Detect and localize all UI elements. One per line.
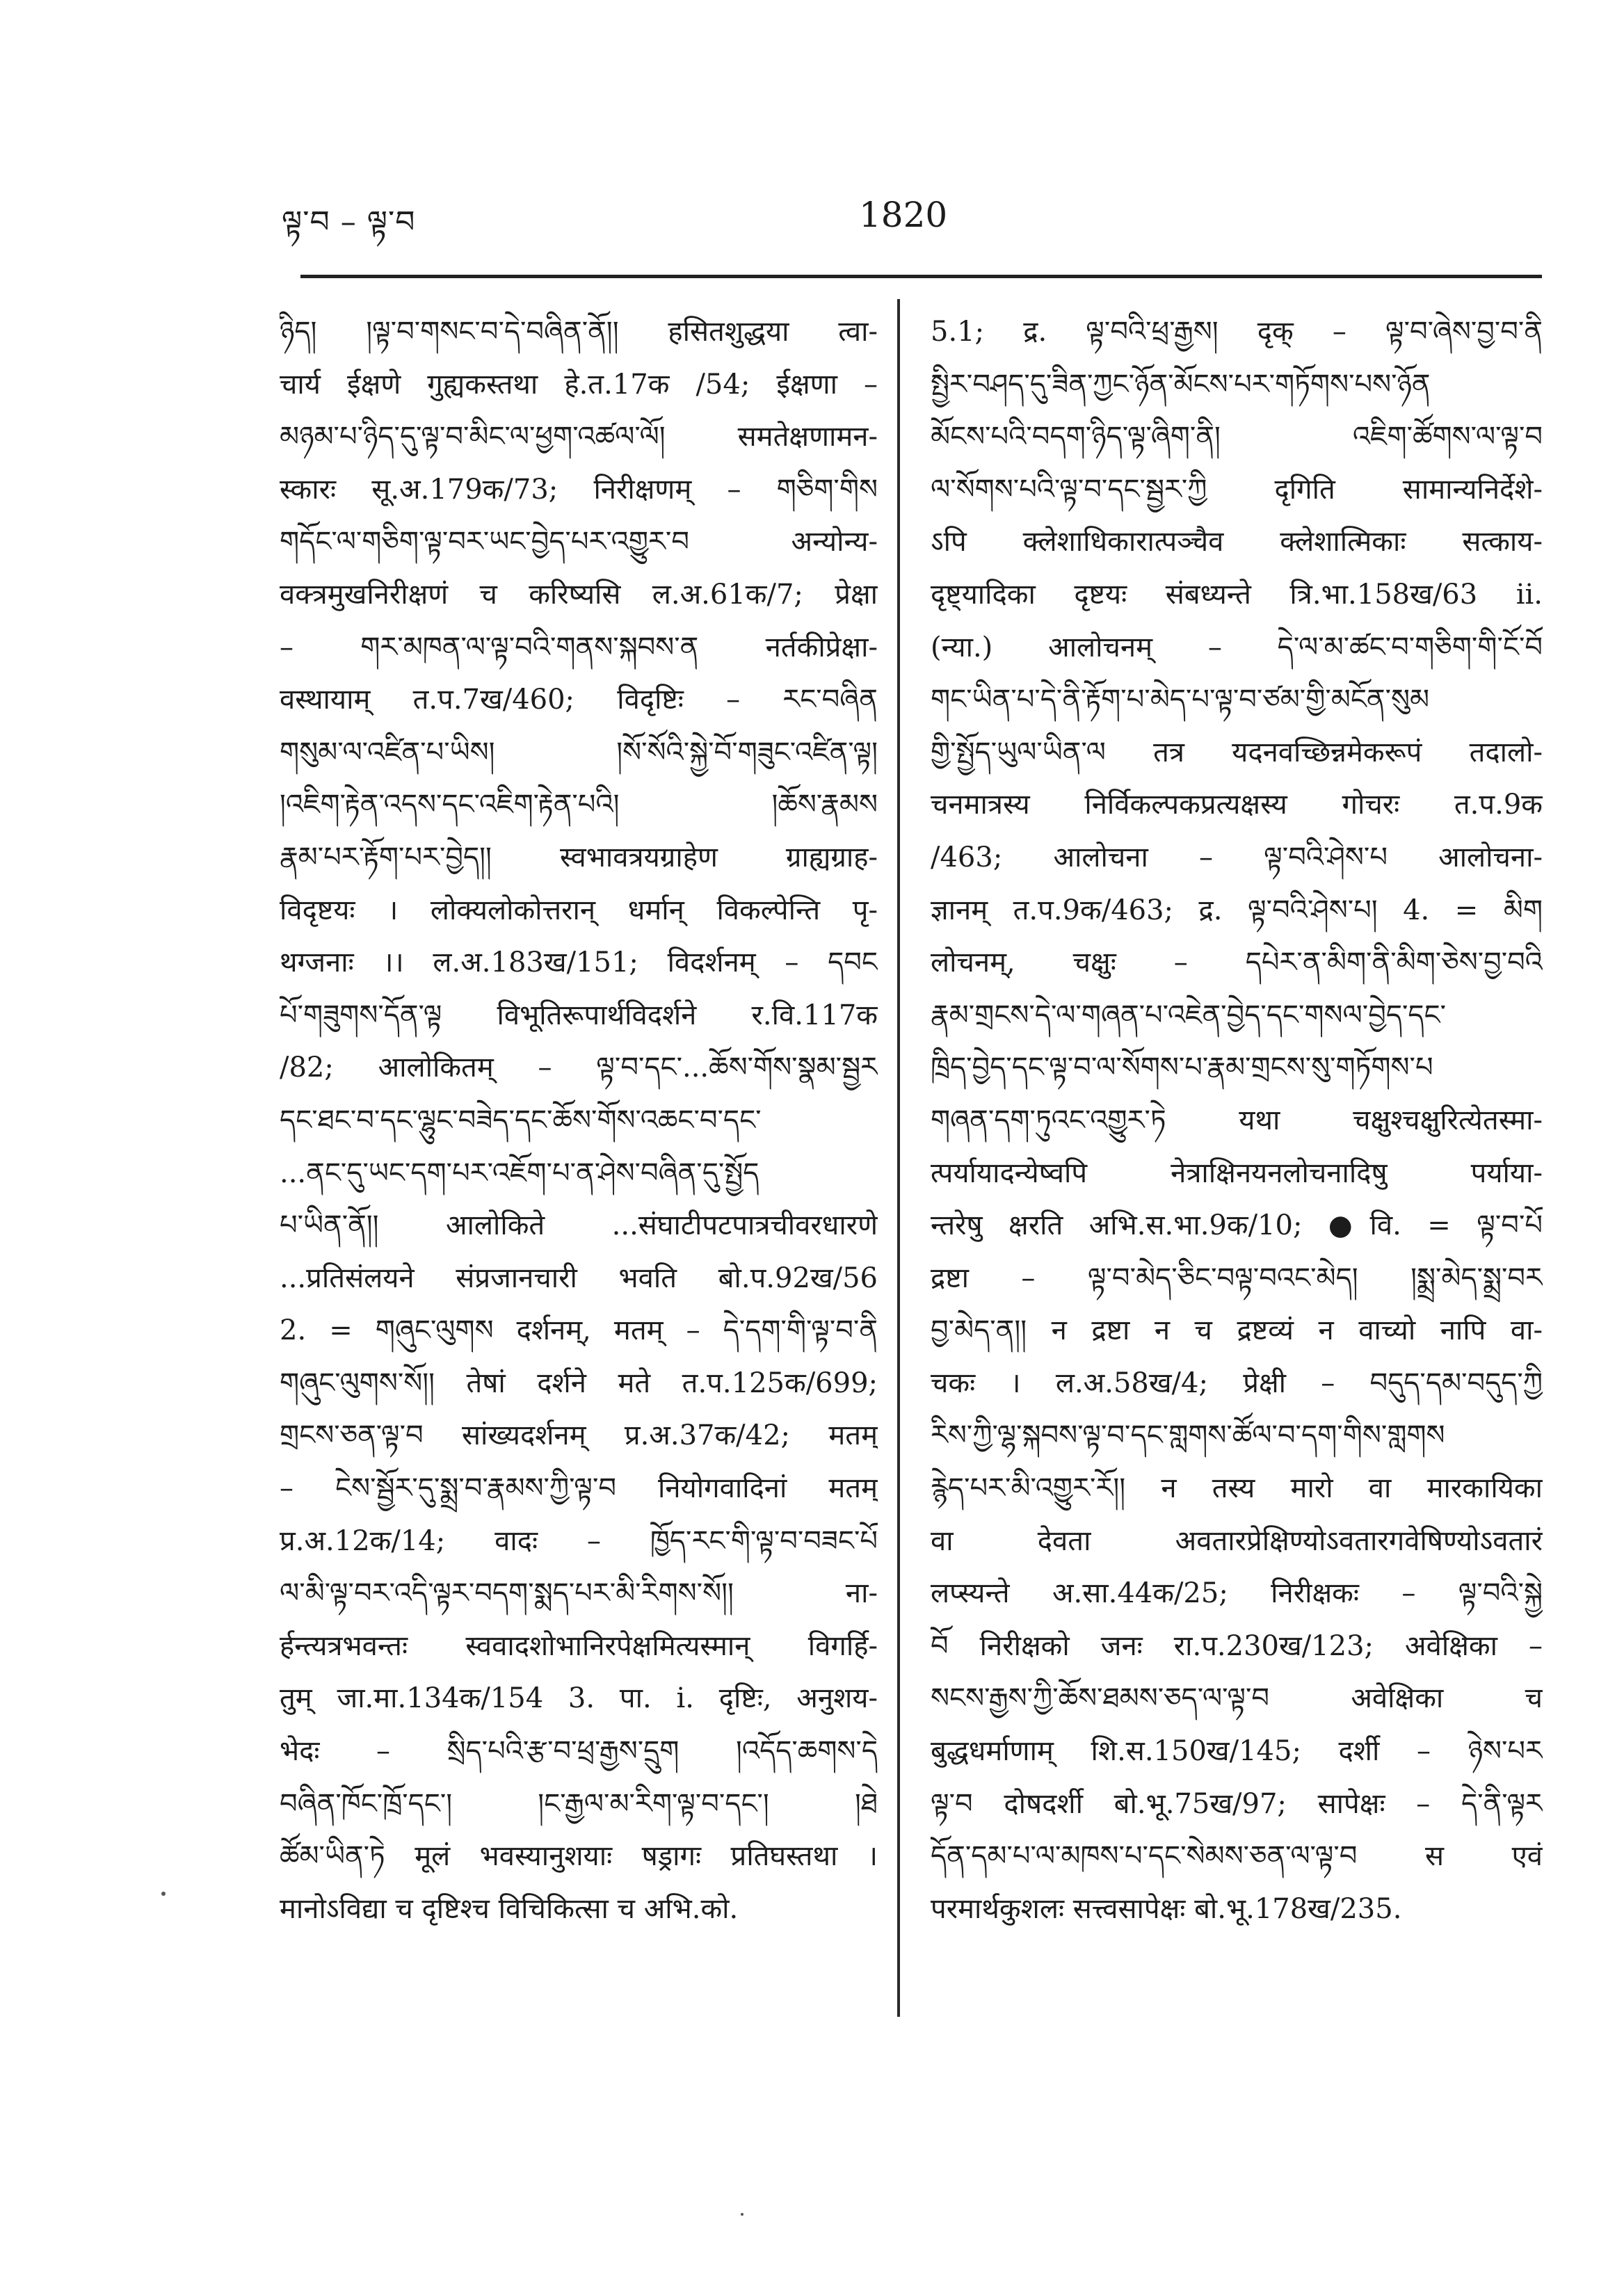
entry-line: མོངས་པའི་བདག་ཉིད་ལྟ་ཞིག་ནི། འཇིག་ཚོགས་ལ་ལྟ་བ [931,421,1543,453]
entry-line: གྲངས་ཅན་ལྟ་བ सांख्यदर्शनम् प्र.अ.37क/42; मतम् [280,1419,878,1452]
entry-line: ལ་མི་ལྟ་བར་འདི་ལྟར་བདག་སྨད་པར་མི་རིགས་སོ།། ना- [280,1577,878,1610]
entry-line: (न्या.) आलोचनम् – དེ་ལ་མ་ཚང་བ་གཅིག་གི་ངོ་བོ [931,631,1543,663]
entry-line: གཞན་དག་ཏུའང་འགྱུར་ཏེ यथा चक्षुश्चक्षुरित्येतस्मा- [931,1104,1543,1136]
entry-line: 5.1; द्र. ལྟ་བའི་ཕྲ་རྒྱས། दृक् – ལྟ་བ་ཞེས་བྱ་བ་ནི [931,316,1543,348]
entry-line: चार्य ईक्षणे गुह्यकस्तथा हे.त.17क /54; ईक्षणा – [280,368,878,401]
entry-line: ...प्रतिसंलयने संप्रजानचारी भवति बो.प.92ख/56 [280,1262,878,1294]
entry-line: थग्जनाः ।। ल.अ.183ख/151; विदर्शनम् – དབང [280,947,878,979]
entry-line: बुद्धधर्माणाम् शि.स.150ख/145; दर्शी – ཉེས་པར [931,1735,1543,1768]
entry-line: བྱ་མེད་ན།། न द्रष्टा न च द्रष्टव्यं न वाच्यो नापि वा- [931,1314,1543,1347]
page-number: 1820 [859,195,948,235]
entry-line: प्र.अ.12क/14; वादः – ཁྱོད་རང་གི་ལྟ་བ་བཟང་པོ [280,1524,878,1557]
entry-line: दृष्ट्यादिका दृष्टयः संबध्यन्ते त्रि.भा.158ख/63 ii. [931,578,1543,611]
entry-line: རྙེད་པར་མི་འགྱུར་རོ།། न तस्य मारो वा मारकायिका [931,1472,1543,1505]
entry-line: མཉམ་པ་ཉིད་དུ་ལྟ་བ་མིང་ལ་ཕྱག་འཚལ་ལོ། समतेक्षणामन- [280,421,878,453]
left-column [280,306,878,1935]
entry-line: न्तरेषु क्षरति अभि.स.भा.9क/10; ●वि. = ལྟ་བ་པོ [931,1209,1543,1242]
entry-line: द्रष्टा – ལྟ་བ་མེད་ཅིང་བལྟ་བའང་མེད། །སྨྲ་མེད་སྨྲ་བར [931,1262,1543,1294]
column-divider [897,299,900,2017]
entry-line: तुम् जा.मा.134क/154 3. पा. i. दृष्टिः, अनुशय- [280,1682,878,1715]
entry-line: པ་ཡིན་ནོ།། आलोकिते ...संघाटीपटपात्रचीवरधारणे [280,1209,878,1242]
entry-line: त्पर्यायादन्येष्वपि नेत्राक्षिनयनलोचनादिषु पर्याया- [931,1157,1543,1189]
entry-line: ...ནང་དུ་ཡང་དག་པར་འཇོག་པ་ན་ཤེས་བཞིན་དུ་སྤྱོད [280,1157,759,1189]
scan-speck [741,2213,743,2216]
entry-line: དོན་དམ་པ་ལ་མཁས་པ་དང་སེམས་ཅན་ལ་ལྟ་བ स एवं [931,1840,1543,1873]
entry-line: གཞུང་ལུགས་སོ།། तेषां दर्शने मते त.प.125क/699; [280,1367,878,1399]
entry-line: སྤྱིར་བཤད་དུ་ཟིན་ཀྱང་ཉོན་མོངས་པར་གཏོགས་པས་ཉོན [931,368,1431,401]
entry-line: པོ་གཟུགས་དོན་ལྟ विभूतिरूपार्थविदर्शने र.वि.117क [280,999,878,1031]
entry-line: རྣམ་པར་རྟོག་པར་བྱེད།། स्वभावत्रयग्राहेण ग्राह्यग्राह- [280,841,878,873]
entry-line: རིས་ཀྱི་ལྷ་སྐབས་ལྟ་བ་དང་གླགས་ཚོལ་བ་དག་གིས་གླགས [931,1419,1445,1452]
entry-line: विदृष्टयः । लोक्यलोकोत्तरान् धर्मान् विकल्पेन्ति पृ- [280,894,878,926]
entry-line: वा देवता अवतारप्रेक्षिण्योऽवतारगवेषिण्योऽवतारं [931,1524,1543,1557]
entry-line: भेदः – སྲིད་པའི་རྩ་བ་ཕྲ་རྒྱས་དྲུག །འདོད་ཆགས་དེ [280,1735,878,1768]
entry-line: मानोऽविद्या च दृष्टिश्च विचिकित्सा च अभि.को. [280,1892,739,1925]
running-head: ལྟ་བ – ལྟ་བ [282,204,416,240]
entry-line: ལ་སོགས་པའི་ལྟ་བ་དང་སྦྱར་ཀྱི दृगिति सामान्यनिर्देशे- [931,473,1543,506]
entry-line: སངས་རྒྱས་ཀྱི་ཆོས་ཐམས་ཅད་ལ་ལྟ་བ अवेक्षिका च [931,1682,1543,1715]
entry-line: चकः । ल.अ.58ख/4; प्रेक्षी – བདུད་དམ་བདུད་ཀྱི [931,1367,1543,1399]
entry-line: ཉིད། །ལྟ་བ་གསང་བ་དེ་བཞིན་ནོ།། हसितशुद्धया त्वा- [280,316,878,348]
entry-line: ज्ञानम् त.प.9क/463; द्र. ལྟ་བའི་ཤེས་པ། 4. = མིག [931,894,1543,926]
entry-line: གསུམ་ལ་འཛིན་པ་ཡིས། །སོ་སོའི་སྐྱེ་བོ་གཟུང་འཛིན་ལྟ། [280,736,878,768]
right-column [931,306,1543,1935]
entry-line: བཞིན་ཁོང་ཁྲོ་དང་། །ང་རྒྱལ་མ་རིག་ལྟ་བ་དང་། །ཐེ [280,1787,878,1820]
entry-line: 2. = གཞུང་ལུགས दर्शनम्, मतम् – དེ་དག་གི་ལྟ་བ་ནི [280,1314,878,1347]
entry-line: གང་ཡིན་པ་དེ་ནི་རྟོག་པ་མེད་པ་ལྟ་བ་ཙམ་གྱི་མངོན་སུམ [931,684,1430,716]
entry-line: རྣམ་གྲངས་དེ་ལ་གཞན་པ་འཇེན་བྱེད་དང་གསལ་བྱེད་དང་ [931,999,1447,1031]
header-rule [300,275,1542,278]
entry-line: र्हन्त्यत्रभवन्तः स्ववादशोभानिरपेक्षमित्यस्मान् विगर्हि- [280,1629,878,1662]
entry-line: वस्थायाम् त.प.7ख/460; विदृष्टिः – རང་བཞིན [280,684,878,716]
entry-line: चनमात्रस्य निर्विकल्पकप्रत्यक्षस्य गोचरः त.प.9क [931,789,1543,821]
entry-line: ཁྲིད་བྱེད་དང་ལྟ་བ་ལ་སོགས་པ་རྣམ་གྲངས་སུ་གཏོགས་པ [931,1052,1433,1084]
entry-line: स्कारः सू.अ.179क/73; निरीक्षणम् – གཅིག་གིས [280,473,878,506]
entry-line: ཚོམ་ཡིན་ཏེ मूलं भवस्यानुशयाः षड्रागः प्रतिघस्तथा । [280,1840,878,1873]
entry-line: /463; आलोचना – ལྟ་བའི་ཤེས་པ आलोचना- [931,841,1543,873]
entry-line: लोचनम्, चक्षुः – དཔེར་ན་མིག་ནི་མིག་ཅེས་བྱ་བའི [931,947,1543,979]
entry-line: །འཇིག་རྟེན་འདས་དང་འཇིག་རྟེན་པའི། །ཆོས་རྣམས [280,789,878,821]
entry-line: དང་ཐང་བ་དང་ལྷུང་བཟེད་དང་ཆོས་གོས་འཆང་བ་དང་ [280,1104,762,1136]
entry-line: /82; आलोकितम् – ལྟ་བ་དང་...ཆོས་གོས་སྣམ་སྦྱར [280,1052,878,1084]
entry-line: वक्त्रमुखनिरीक्षणं च करिष्यसि ल.अ.61क/7; प्रेक्षा [280,578,878,611]
entry-line: ལྟ་བ दोषदर्शी बो.भू.75ख/97; सापेक्षः – དེ་ནི་ལྟར [931,1787,1543,1820]
entry-line: परमार्थकुशलः सत्त्वसापेक्षः बो.भू.178ख/235. [931,1892,1402,1925]
entry-line: གྱི་སྤྱོད་ཡུལ་ཡིན་ལ तत्र यदनवच्छिन्नमेकरूपं तदालो- [931,736,1543,768]
entry-line: लप्स्यन्ते अ.सा.44क/25; निरीक्षकः – ལྟ་བའི་སྐྱེ [931,1577,1543,1610]
entry-line: – ངེས་སྦྱོར་དུ་སྨྲ་བ་རྣམས་ཀྱི་ལྟ་བ नियोगवादिनां मतम् [280,1472,878,1505]
scan-speck [161,1892,166,1896]
entry-line: ऽपि क्लेशाधिकारात्पञ्चैव क्लेशात्मिकाः सत्काय- [931,526,1543,558]
entry-line: གདོང་ལ་གཅིག་ལྟ་བར་ཡང་བྱེད་པར་འགྱུར་བ अन्योन्य- [280,526,878,558]
entry-line: – གར་མཁན་ལ་ལྟ་བའི་གནས་སྐབས་ན नर्तकीप्रेक्षा- [280,631,878,663]
entry-line: བོ निरीक्षको जनः रा.प.230ख/123; अवेक्षिका – [931,1629,1543,1662]
